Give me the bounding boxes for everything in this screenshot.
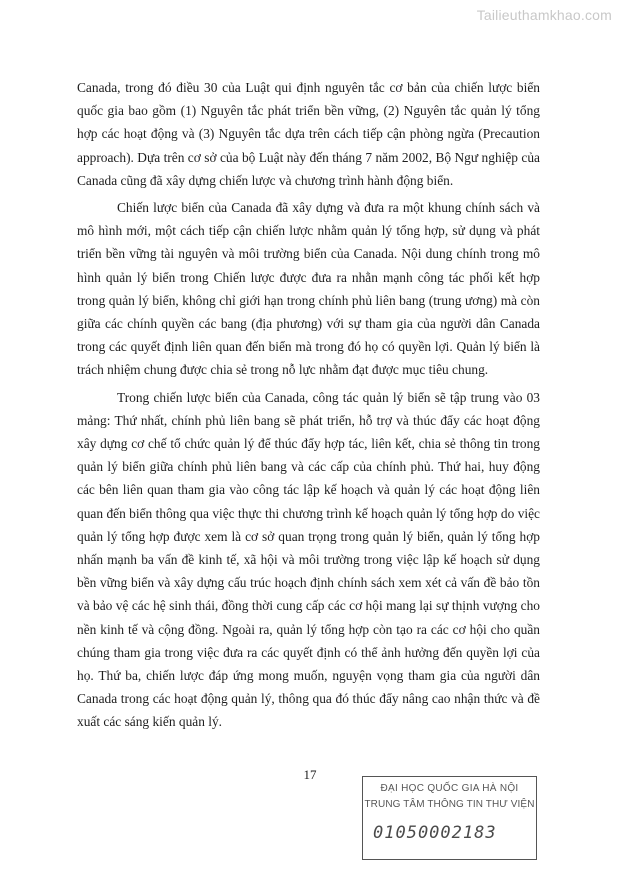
stamp-university: ĐẠI HỌC QUỐC GIA HÀ NỘI	[380, 783, 519, 794]
paragraph-2: Chiến lược biển của Canada đã xây dựng và đưa ra một khung chính sách và mô hình mới, một cách tiếp cận chiến lược nhằm quản lý tổng hợp, sử dụng và phát triển bền vững tài nguyên và môi trường biển của Canada. Nội dung chính trong mô hình quản lý biển trong Chiến lược được đưa ra nhằn mạnh công tác phối kết hợp trong quản lý biển, không chỉ giới hạn trong chính phủ liên bang (trung ương) mà còn giữa các chính quyền các bang (địa phương) với sự tham gia của người dân Canada trong các quyết định liên quan đến biển mà trong đó họ có quyền lợi. Quản lý biển là trách nhiệm chung được chia sẻ trong nỗ lực nhằm đạt được mục tiêu chung.	[77, 200, 540, 378]
stamp-accession-code: 01050002183	[373, 823, 497, 843]
page-number: 17	[303, 767, 317, 782]
library-stamp	[362, 776, 537, 860]
stamp-library-center: TRUNG TÂM THÔNG TIN THƯ VIỆN	[364, 799, 535, 810]
paragraph-1: Canada, trong đó điều 30 của Luật qui định nguyên tắc cơ bản của chiến lược biển quốc gia bao gồm (1) Nguyên tắc phát triển bền vững, (2) Nguyên tắc quản lý tổng hợp các hoạt động và (3) Nguyên tắc dựa trên cách tiếp cận phòng ngừa (Precaution approach). Dựa trên cơ sở của bộ Luật này đến tháng 7 năm 2002, Bộ Ngư nghiệp của Canada cũng đã xây dựng chiến lược và chương trình hành động biển.	[77, 80, 540, 188]
document-body	[77, 76, 540, 738]
paragraph-3: Trong chiến lược biển của Canada, công tác quản lý biển sẽ tập trung vào 03 mảng: Thứ nhất, chính phủ liên bang sẽ phát triển, hỗ trợ và thúc đẩy các hoạt động xây dựng cơ chế tổ chức quản lý để thúc đẩy hợp tác, liên kết, chia sẻ thông tin trong quản lý biển giữa chính phủ liên bang và các cấp của chính phủ. Thứ hai, huy động các bên liên quan tham gia vào công tác lập kế hoạch và quản lý các hoạt động liên quan đến biển thông qua việc thực thi chương trình kế hoạch quản lý tổng hợp do việc quản lý tổng hợp được xem là cơ sở quan trọng trong quản lý biển, quản lý tổng hợp nhấn mạnh ba vấn đề kinh tế, xã hội và môi trường trong việc lập kế hoạch sử dụng bền vững biển và xây dựng cấu trúc hoạch định chính sách xem xét cả vấn đề bảo tồn và bảo vệ các hệ sinh thái, đồng thời cung cấp các cơ hội mang lại sự thịnh vượng cho nền kinh tế và cộng đồng. Ngoài ra, quản lý tổng hợp còn tạo ra các cơ hội cho quần chúng tham gia trong việc đưa ra các quyết định có thể ảnh hưởng đến quyền lợi của họ. Thứ ba, chiến lược đáp ứng mong muốn, nguyện vọng tham gia của người dân Canada trong các hoạt động quản lý, thông qua đó thúc đẩy nâng cao nhận thức và đề xuất các sáng kiến quản lý.	[77, 389, 540, 730]
watermark: Tailieuthamkhao.com	[476, 7, 612, 23]
